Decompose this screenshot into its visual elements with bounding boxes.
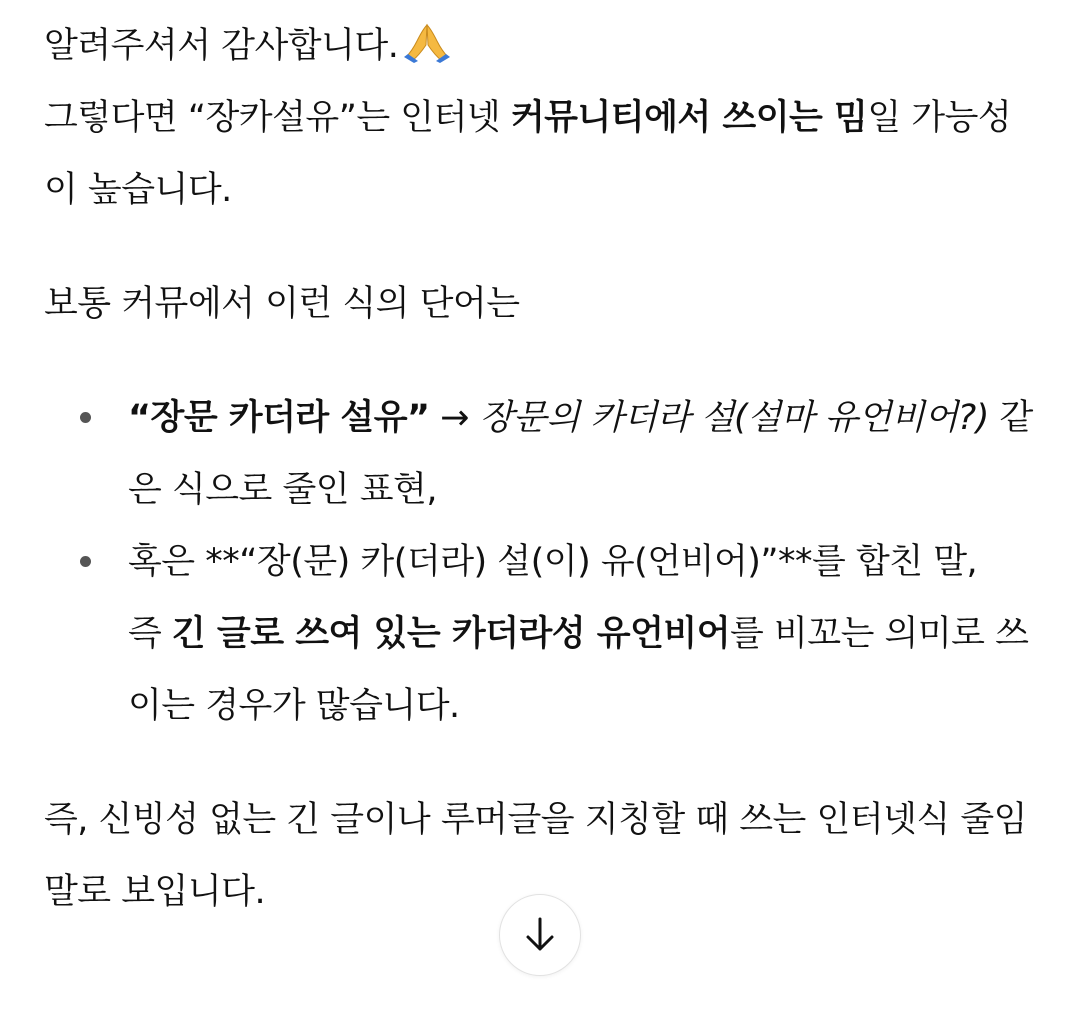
chat-message — [44, 0, 1044, 928]
message-paragraph-intro: 보통 커뮤에서 이런 식의 단어는 — [44, 284, 520, 324]
message-paragraph-meme: 그렇다면 “장카설유”는 인터넷 커뮤니티에서 쓰이는 밈일 가능성이 높습니다. — [44, 98, 1012, 210]
list-item: 혹은 **“장(문) 카(더라) 설(이) 유(언비어)”**를 합친 말, 즉 긴 글로 쓰여 있는 카더라성 유언비어를 비꼬는 의미로 쓰이는 경우가 많습니다. — [44, 526, 1044, 742]
bold-community-meme: 커뮤니티에서 쓰이는 밈 — [510, 98, 868, 138]
folded-hands-icon — [402, 21, 452, 65]
message-paragraph-conclusion: 즉, 신빙성 없는 긴 글이나 루머글을 지칭할 때 쓰는 인터넷식 줄임말로 보입니다. — [44, 800, 1027, 912]
bullet-list — [44, 382, 1044, 742]
bullet-dot — [80, 556, 91, 567]
arrow-down-icon — [523, 915, 557, 955]
bullet-dot — [80, 412, 91, 423]
list-item: “장문 카더라 설유” → 장문의 카더라 설(설마 유언비어?) 같은 식으로 줄인 표현, — [44, 382, 1044, 526]
message-line-thanks — [44, 10, 1044, 82]
thanks-text: 알려주셔서 감사합니다. — [44, 26, 399, 66]
scroll-to-bottom-button[interactable] — [499, 894, 581, 976]
